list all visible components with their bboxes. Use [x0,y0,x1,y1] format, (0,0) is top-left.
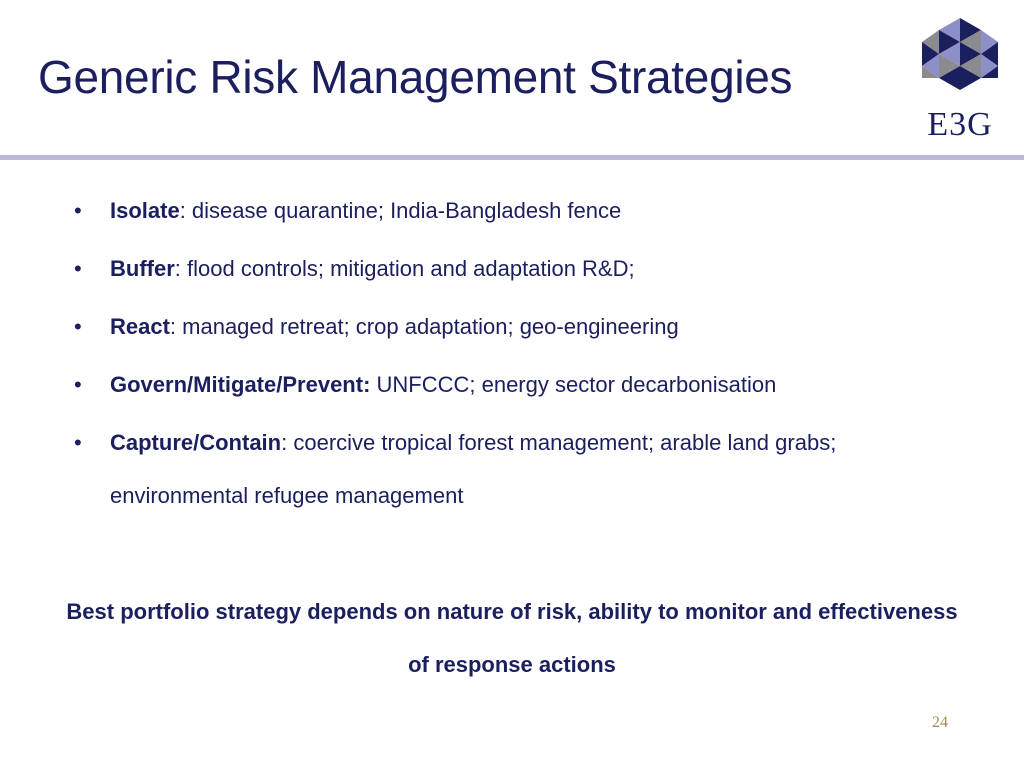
bullet-icon: • [74,256,82,281]
bullet-icon: • [74,198,82,223]
bullet-icon: • [74,314,82,339]
strategy-term: React [110,314,170,339]
list-item [74,416,954,522]
strategy-examples: : disease quarantine; India-Bangladesh fence [179,198,622,223]
e3g-logo-text: E3G [927,106,993,143]
slide-title: Generic Risk Management Strategies [38,51,793,103]
strategy-examples: : managed retreat; crop adaptation; geo-engineering [169,314,679,339]
e3g-logo-icon [918,14,1002,102]
page-number: 24 [932,714,948,731]
list-item [74,193,954,229]
strategy-examples: : flood controls; mitigation and adaptation R&D; [174,256,635,281]
strategy-list [74,193,954,544]
e3g-logo [918,14,1002,149]
list-item [74,309,954,345]
strategy-term: Buffer [110,256,175,281]
strategy-examples: UNFCCC; energy sector decarbonisation [370,372,777,397]
title-divider [0,155,1024,160]
bullet-icon: • [74,372,82,397]
conclusion-text: Best portfolio strategy depends on nature of risk, ability to monitor and effectiveness of response actions [66,599,958,677]
strategy-term: Isolate [110,198,180,223]
list-item [74,367,954,403]
strategy-examples: : coercive tropical forest management; arable land grabs; environmental refugee management [110,430,837,508]
strategy-term: Govern/Mitigate/Prevent: [110,372,371,397]
bullet-icon: • [74,430,82,455]
list-item [74,251,954,287]
strategy-term: Capture/Contain [110,430,282,455]
